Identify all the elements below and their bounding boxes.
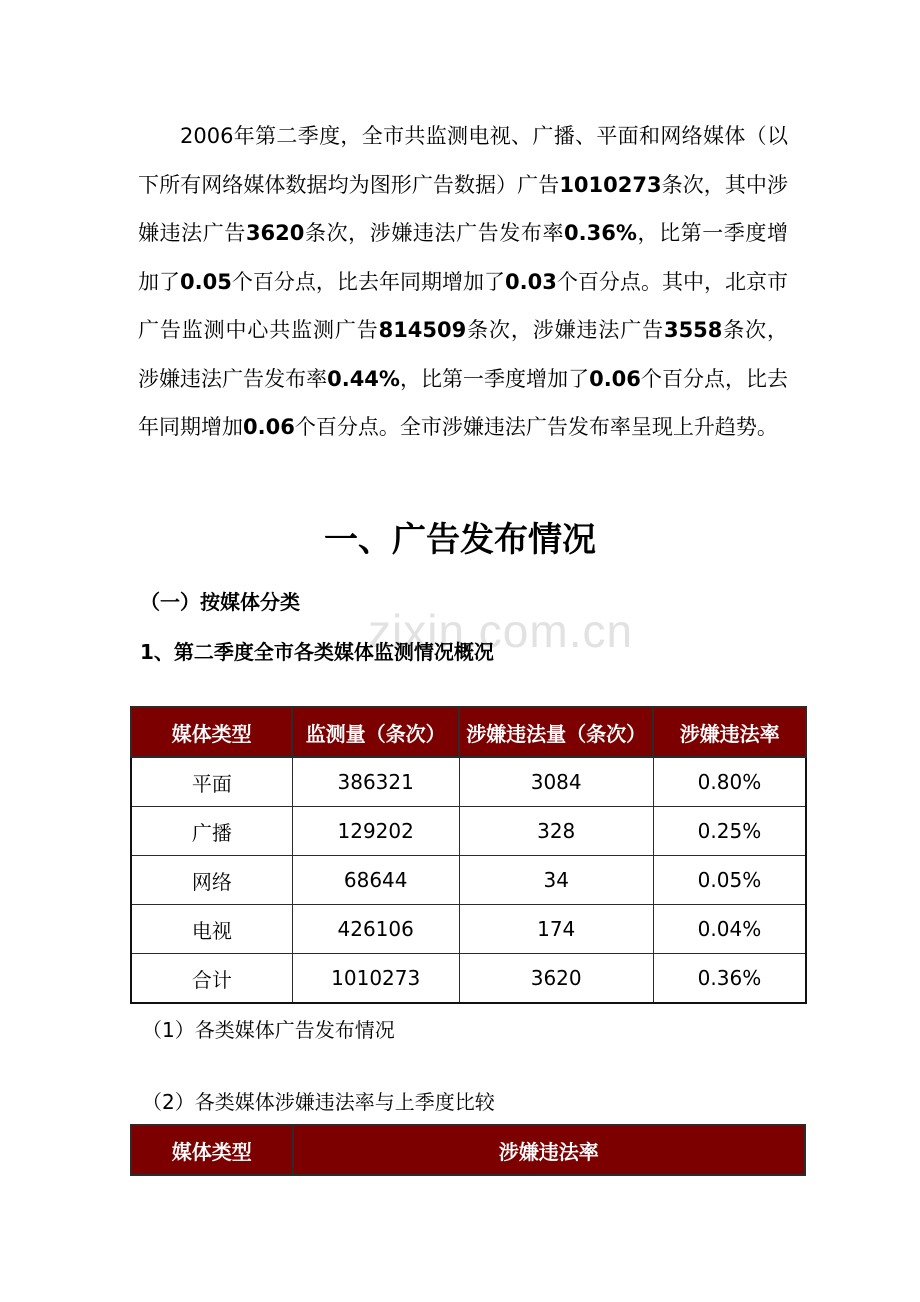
table-header-row (131, 1125, 805, 1175)
cell-monitored-count: 426106 (292, 905, 459, 954)
intro-text: 条次，涉嫌违法广告 (466, 318, 664, 342)
table-header-row (131, 707, 806, 757)
intro-paragraph (138, 112, 788, 452)
cell-media-type: 平面 (131, 757, 292, 807)
cell-monitored-count: 386321 (292, 757, 459, 807)
table-row (131, 905, 806, 954)
table-row (131, 807, 806, 856)
intro-text: 个百分点。其中，北京市广告监测中心共监测广告 (138, 269, 789, 342)
cell-suspected-rate: 0.80% (653, 757, 806, 807)
watermark: zixin.com.cn (368, 605, 634, 657)
intro-figure: 0.06 (243, 415, 295, 439)
table-row (131, 856, 806, 905)
cell-suspected-count: 34 (459, 856, 653, 905)
intro-text: 个百分点，比去年同期增加了 (231, 269, 506, 294)
cell-media-type: 网络 (131, 856, 292, 905)
intro-text: 条次，其中涉嫌违法广告 (138, 172, 789, 245)
intro-figure: 0.06 (589, 366, 641, 391)
intro-figure: 0.44% (327, 366, 400, 391)
note-2: （2）各类媒体涉嫌违法率与上季度比较 (142, 1090, 495, 1114)
intro-text: 条次，涉嫌违法广告发布率 (304, 221, 565, 245)
rate-comparison-table (130, 1124, 806, 1176)
header-suspected-rate: 涉嫌违法率 (293, 1125, 805, 1175)
note-1: （1）各类媒体广告发布情况 (142, 1018, 395, 1042)
cell-suspected-count: 3084 (459, 757, 653, 807)
cell-suspected-count: 174 (459, 905, 653, 954)
cell-suspected-rate: 0.05% (653, 856, 806, 905)
intro-figure: 1010273 (559, 172, 662, 197)
intro-text: 条次，涉嫌违法广告发布率 (138, 318, 789, 391)
section-title: 一、广告发布情况 (324, 520, 596, 560)
cell-suspected-rate: 0.25% (653, 807, 806, 856)
intro-figure: 3620 (245, 221, 305, 245)
table-row (131, 757, 806, 807)
header-media-type: 媒体类型 (131, 1125, 293, 1175)
media-monitoring-table (130, 706, 807, 1004)
cell-suspected-count: 3620 (459, 954, 653, 1004)
intro-figure: 0.03 (505, 269, 557, 294)
item-title: 1、第二季度全市各类媒体监测情况概况 (140, 640, 494, 664)
intro-text: 个百分点。全市涉嫌违法广告发布率呈现上升趋势。 (294, 415, 778, 439)
cell-suspected-rate: 0.04% (653, 905, 806, 954)
cell-media-type: 电视 (131, 905, 292, 954)
intro-text: 个百分点，比去年同期增加 (138, 366, 789, 439)
cell-monitored-count: 129202 (292, 807, 459, 856)
cell-suspected-count: 328 (459, 807, 653, 856)
cell-suspected-rate: 0.36% (653, 954, 806, 1004)
cell-monitored-count: 1010273 (292, 954, 459, 1004)
header-suspected-rate: 涉嫌违法率 (653, 707, 806, 757)
intro-figure: 0.36% (564, 221, 637, 245)
intro-text: ，比第一季度增加了 (399, 366, 590, 391)
intro-figure: 814509 (378, 318, 467, 342)
intro-figure: 3558 (663, 318, 723, 342)
table-row (131, 954, 806, 1004)
intro-text: 2006年第二季度，全市共监测电视、广播、平面和网络媒体（以下所有网络媒体数据均为图形广告数据）广告 (138, 124, 788, 197)
cell-media-type: 合计 (131, 954, 292, 1004)
header-monitored-count: 监测量（条次） (292, 707, 459, 757)
subsection-title: （一）按媒体分类 (140, 590, 300, 614)
intro-text: ，比第一季度增加了 (138, 221, 789, 294)
cell-monitored-count: 68644 (292, 856, 459, 905)
header-media-type: 媒体类型 (131, 707, 292, 757)
cell-media-type: 广播 (131, 807, 292, 856)
header-suspected-count: 涉嫌违法量（条次） (459, 707, 653, 757)
intro-figure: 0.05 (180, 269, 232, 294)
